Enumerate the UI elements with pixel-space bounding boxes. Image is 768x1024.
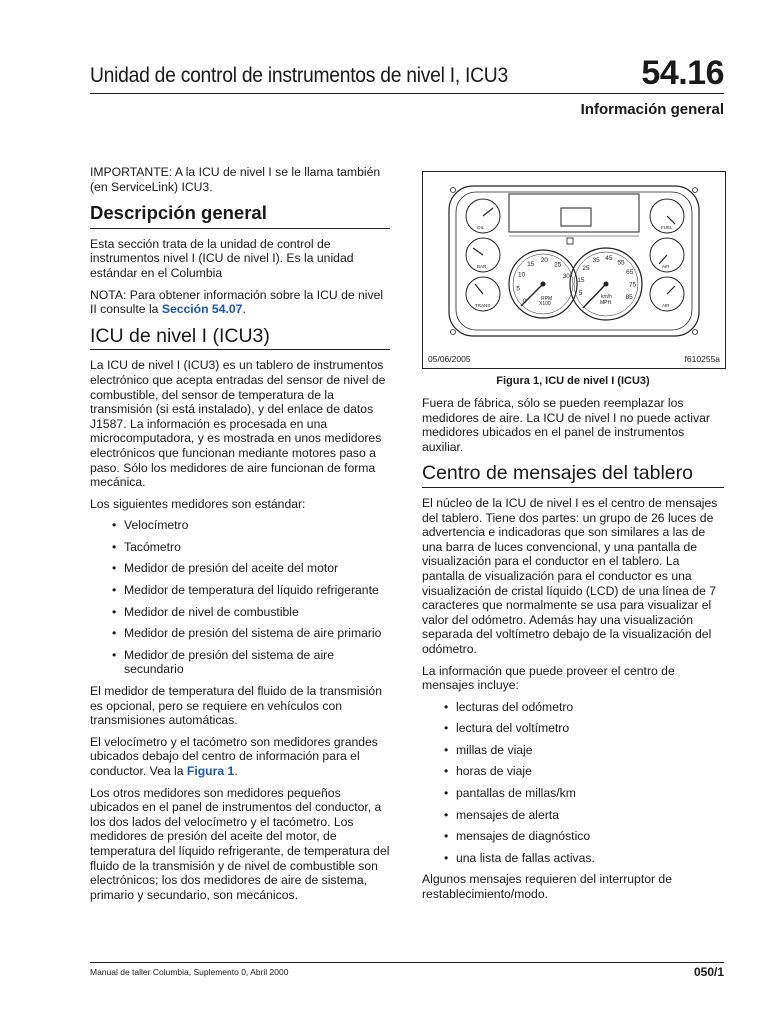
figure-caption: Figura 1, ICU de nivel I (ICU3) [496, 375, 650, 387]
mount-hole [451, 188, 456, 193]
svg-text:TRANS: TRANS [475, 303, 491, 308]
speed-tick-label: 25 [582, 265, 590, 273]
list-item: • Tacómetro [90, 540, 390, 555]
mount-hole [693, 330, 698, 335]
trans-gauge [466, 277, 500, 311]
tach-tick-label: 25 [554, 261, 562, 269]
figure-date: 05/06/2005 [428, 354, 471, 364]
paragraph-transmission: El medidor de temperatura del fluido de la transmisión es opcional, pero se requiere en vehículos con transmisiones automáticas. [90, 684, 382, 728]
speed-unit-km: km/h [601, 294, 612, 300]
list-item: • millas de viaje [422, 743, 724, 758]
link-figura-1[interactable]: Figura 1 [186, 764, 235, 778]
list-item: • una lista de fallas activas. [422, 851, 724, 866]
indicator-light [567, 238, 573, 244]
left-column [90, 165, 390, 909]
speed-end: . [234, 764, 238, 778]
svg-text:OIL: OIL [477, 225, 485, 230]
paragraph-other-gauges: Los otros medidores son medidores pequeños ubicados en el panel de instrumentos del conductor, a los dos lados del velocímetro y el tacómetro. Los medidores de presión del aceite del motor, de temperatura del líquido refrigerante, de temperatura del fluido de la transmisión y de nivel de combustible son electrónicos; los dos medidores de aire de sistema, primario y secundario, son mecánicos. [90, 785, 390, 902]
lcd-display [561, 208, 591, 226]
footer-text: Manual de taller Columbia, Suplemento 0, Abril 2000 [90, 967, 289, 977]
page-number: 050/1 [693, 965, 724, 979]
list-item: • pantallas de millas/km [422, 786, 724, 801]
list-item: • mensajes de alerta [422, 808, 724, 823]
fuel-gauge [650, 199, 684, 233]
speed-tick-label: 75 [629, 281, 637, 289]
paragraph-centro: El núcleo de la ICU de nivel I es el centro de mensajes del tablero. Tiene dos partes: un grupo de 26 luces de advertencia e indicadoras que son similares a las de una barra de luces convencional, y una pantalla de visualización para el conductor en el tablero. La pantalla de visualización para el conductor es una visualización de cristal líquido (LCD) de una línea de 7 caracteres que normalmente se usa para visualizar el valor del odómetro. Además hay una visualización separada del voltímetro debajo de la visualización del odómetro. [422, 495, 718, 656]
speed-unit-mph: MPH [600, 300, 612, 306]
note-text: NOTA: Para obtener información sobre la ICU de nivel II consulte la [90, 287, 384, 317]
list-item: • Medidor de temperatura del líquido refrigerante [90, 583, 390, 598]
message-list [422, 700, 724, 866]
tach-tick-label: 10 [518, 271, 526, 279]
tach-tick-label: 20 [540, 257, 548, 264]
note-paragraph [90, 288, 390, 317]
speed-text: El velocímetro y el tacómetro son medidores grandes ubicados debajo del centro de información para el conductor. Vea la [90, 734, 378, 778]
oil-gauge [466, 199, 500, 233]
heading-descripcion: Descripción general [90, 206, 390, 229]
paragraph-reset: Algunos mensajes requieren del interruptor de restablecimiento/modo. [422, 872, 672, 902]
speed-tick-label: 35 [592, 257, 600, 265]
svg-text:AIR: AIR [662, 303, 670, 308]
list-item: • lecturas del odómetro [422, 700, 724, 715]
list-item: • Medidor de nivel de combustible [90, 605, 390, 620]
list-item: • Velocímetro [90, 518, 390, 533]
svg-text:AIR: AIR [662, 264, 670, 269]
page-title: Unidad de control de instrumentos de nivel I, ICU3 [90, 64, 508, 87]
secondary-air-gauge [650, 277, 684, 311]
paragraph-descripcion: Esta sección trata de la unidad de control de instrumentos nivel I (ICU de nivel I). Es la unidad estándar en el Columbia [90, 236, 354, 280]
paragraph-speedometer [90, 735, 390, 779]
tach-multiplier: X100 [539, 301, 551, 307]
list-item: • mensajes de diagnóstico [422, 829, 724, 844]
mount-hole [693, 188, 698, 193]
speed-tick-label: 45 [605, 255, 613, 263]
list-item: • lectura del voltímetro [422, 721, 724, 736]
paragraph-icu: La ICU de nivel I (ICU3) es un tablero de instrumentos electrónico que acepta entradas del sensor de nivel de combustible, del sensor de temperatura de la transmisión (si está instalado), y del enlace de datos J1587. La información es procesada en una microcomputadora, y es mostrada en unos medidores electrónicos que funcionan mediante motores paso a paso. Sólo los medidores de aire funcionan de forma mecánica. [90, 358, 386, 490]
bar-gauge [466, 238, 500, 272]
section-number: 54.16 [641, 54, 724, 92]
speed-tick-label: 85 [625, 294, 633, 301]
tach-tick-label: 5 [516, 285, 521, 293]
footer-rule [90, 962, 724, 963]
speed-tick-label: 55 [617, 259, 625, 267]
figure-id: f610255a [684, 354, 720, 364]
mount-hole [451, 330, 456, 335]
section-subtitle: Información general [580, 101, 724, 118]
tach-unit: RPM [541, 296, 553, 302]
instrument-panel-drawing [423, 172, 725, 368]
figure-instrument-panel [422, 171, 726, 369]
important-note: IMPORTANTE: A la ICU de nivel I se le llama también (en ServiceLink) ICU3. [90, 165, 381, 194]
paragraph-info: La información que puede proveer el centro de mensajes incluye: [422, 663, 675, 693]
heading-icu-nivel-1: ICU de nivel I (ICU3) [90, 329, 390, 351]
list-item: • Medidor de presión del sistema de aire primario [90, 626, 390, 641]
note-end: . [242, 302, 246, 317]
heading-centro-mensajes: Centro de mensajes del tablero [422, 466, 724, 488]
paragraph-factory: Fuera de fábrica, sólo se pueden reemplazar los medidores de aire. La ICU de nivel I no puede activar medidores ubicados en el panel de instrumentos auxiliar. [422, 396, 710, 454]
list-item: • horas de viaje [422, 764, 724, 779]
speed-tick-label: 5 [578, 289, 583, 297]
tach-tick-label: 15 [527, 260, 535, 268]
link-seccion-5407[interactable]: Sección 54.07 [161, 302, 243, 317]
list-item: • Medidor de presión del sistema de aire secundario [90, 648, 390, 677]
svg-text:BAR: BAR [477, 264, 487, 269]
tach-tick-label: 30 [562, 272, 570, 280]
gauge-list [90, 518, 390, 677]
header-rule [90, 93, 724, 94]
speed-tick-label: 15 [577, 277, 585, 284]
paragraph-standard: Los siguientes medidores son estándar: [90, 496, 306, 511]
speed-tick-label: 65 [626, 269, 634, 276]
primary-air-gauge [650, 238, 684, 272]
svg-text:FUEL: FUEL [661, 225, 673, 230]
right-column [422, 396, 724, 909]
tach-tick-label: 0 [523, 298, 527, 305]
list-item: • Medidor de presión del aceite del motor [90, 561, 390, 576]
